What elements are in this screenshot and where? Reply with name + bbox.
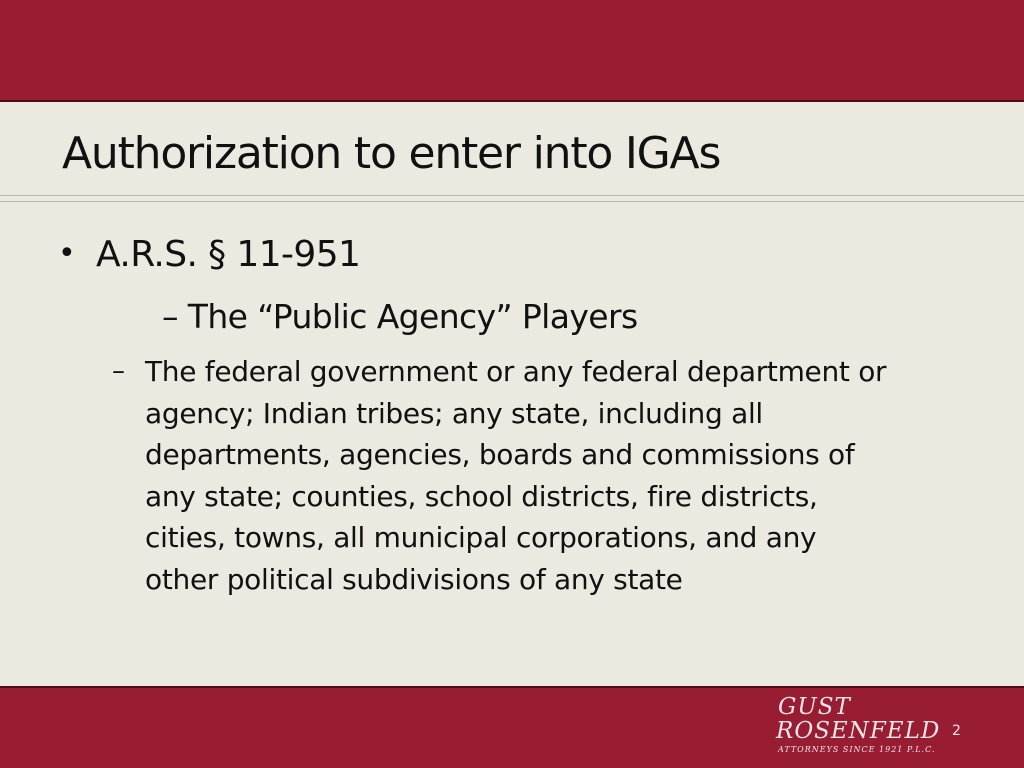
bullet-item bbox=[58, 234, 360, 275]
subheading: – The “Public Agency” Players bbox=[162, 297, 638, 336]
paragraph-line: any state; counties, school districts, fire districts, bbox=[145, 479, 818, 513]
bullet-marker: • bbox=[58, 236, 76, 271]
title-divider-top bbox=[0, 195, 1024, 196]
header-band bbox=[0, 0, 1024, 102]
bullet-text: A.R.S. § 11-951 bbox=[96, 234, 361, 275]
dash-marker: – bbox=[112, 356, 125, 386]
slide-title: Authorization to enter into IGAs bbox=[62, 128, 721, 179]
paragraph-line: other political subdivisions of any state bbox=[145, 562, 683, 596]
page-number: 2 bbox=[952, 723, 961, 739]
paragraph-line: agency; Indian tribes; any state, including all bbox=[145, 396, 763, 430]
logo-line-1: GUST bbox=[778, 694, 851, 720]
logo-tagline: ATTORNEYS SINCE 1921 P.L.C. bbox=[778, 745, 936, 754]
paragraph-line: cities, towns, all municipal corporations, and any bbox=[145, 521, 817, 554]
paragraph-line: The federal government or any federal department or bbox=[145, 355, 887, 388]
paragraph-text bbox=[145, 351, 982, 600]
firm-logo bbox=[776, 694, 941, 764]
sub-bullet-paragraph bbox=[112, 351, 982, 600]
logo-line-2: ROSENFELD bbox=[776, 718, 941, 744]
title-divider-bottom bbox=[0, 201, 1024, 202]
paragraph-line: departments, agencies, boards and commissions of bbox=[145, 438, 855, 471]
